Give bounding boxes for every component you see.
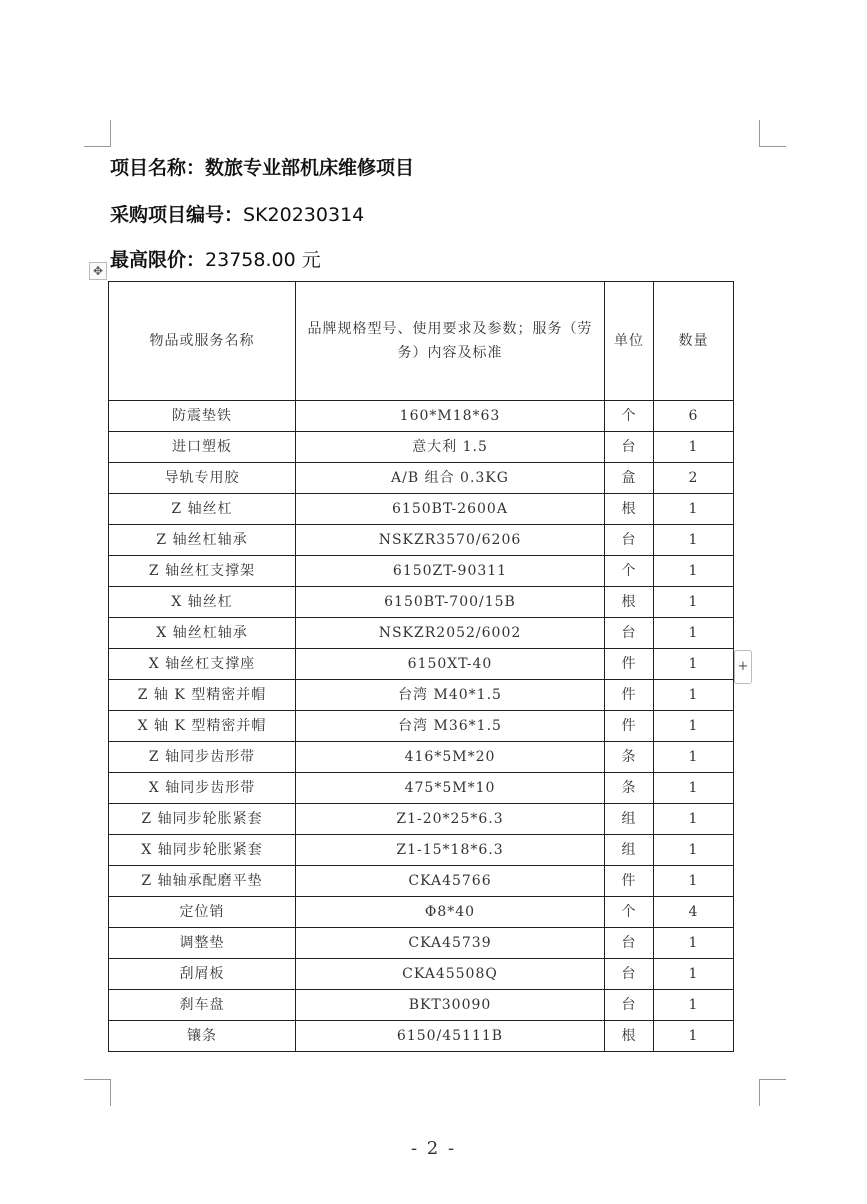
- table-row: [109, 463, 734, 494]
- unit-cell: 台: [605, 990, 654, 1021]
- item-name-cell: 导轨专用胶: [109, 463, 296, 494]
- unit-cell: 件: [605, 711, 654, 742]
- item-name-cell: 进口塑板: [109, 432, 296, 463]
- item-name-cell: Z 轴 K 型精密并帽: [109, 680, 296, 711]
- table-row: [109, 587, 734, 618]
- table-row: [109, 773, 734, 804]
- header-item-name: 物品或服务名称: [109, 282, 296, 401]
- spec-cell: CKA45739: [296, 928, 605, 959]
- table-row: [109, 711, 734, 742]
- unit-cell: 个: [605, 556, 654, 587]
- item-name-cell: 刹车盘: [109, 990, 296, 1021]
- item-name-cell: Z 轴丝杠轴承: [109, 525, 296, 556]
- unit-cell: 个: [605, 897, 654, 928]
- item-name-cell: X 轴同步轮胀紧套: [109, 835, 296, 866]
- project-name-line: [110, 153, 414, 180]
- quantity-cell: 1: [654, 556, 734, 587]
- spec-cell: NSKZR2052/6002: [296, 618, 605, 649]
- quantity-cell: 4: [654, 897, 734, 928]
- unit-cell: 根: [605, 587, 654, 618]
- item-name-cell: Z 轴同步齿形带: [109, 742, 296, 773]
- quantity-cell: 1: [654, 804, 734, 835]
- quantity-cell: 2: [654, 463, 734, 494]
- quantity-cell: 1: [654, 866, 734, 897]
- quantity-cell: 1: [654, 649, 734, 680]
- spec-cell: A/B 组合 0.3KG: [296, 463, 605, 494]
- spec-cell: NSKZR3570/6206: [296, 525, 605, 556]
- table-row: [109, 556, 734, 587]
- item-name-cell: X 轴 K 型精密并帽: [109, 711, 296, 742]
- items-table: [108, 281, 734, 1052]
- table-row: [109, 804, 734, 835]
- header-unit: 单位: [605, 282, 654, 401]
- header-quantity: 数量: [654, 282, 734, 401]
- spec-cell: 台湾 M36*1.5: [296, 711, 605, 742]
- spec-cell: 台湾 M40*1.5: [296, 680, 605, 711]
- spec-cell: 6150BT-2600A: [296, 494, 605, 525]
- item-name-cell: Z 轴丝杠支撑架: [109, 556, 296, 587]
- move-arrows-icon[interactable]: ✥: [89, 262, 107, 280]
- unit-cell: 个: [605, 401, 654, 432]
- table-row: [109, 525, 734, 556]
- table-row: [109, 680, 734, 711]
- unit-cell: 条: [605, 742, 654, 773]
- header-spec: 品牌规格型号、使用要求及参数；服务（劳务）内容及标准: [296, 282, 605, 401]
- page-number: - 2 -: [410, 1138, 457, 1159]
- item-name-cell: X 轴丝杠支撑座: [109, 649, 296, 680]
- spec-cell: 416*5M*20: [296, 742, 605, 773]
- table-row: [109, 959, 734, 990]
- item-name-cell: 刮屑板: [109, 959, 296, 990]
- item-name-cell: 定位销: [109, 897, 296, 928]
- crop-mark-top-right: [759, 120, 786, 147]
- quantity-cell: 1: [654, 525, 734, 556]
- unit-cell: 组: [605, 835, 654, 866]
- crop-mark-bottom-right: [759, 1079, 786, 1106]
- crop-mark-bottom-left: [84, 1079, 111, 1106]
- table-row: [109, 618, 734, 649]
- procurement-number-label: 采购项目编号：: [110, 204, 244, 226]
- item-name-cell: 镶条: [109, 1021, 296, 1052]
- table-row: [109, 990, 734, 1021]
- table-row: [109, 494, 734, 525]
- quantity-cell: 1: [654, 773, 734, 804]
- quantity-cell: 1: [654, 680, 734, 711]
- table-row: [109, 835, 734, 866]
- quantity-cell: 1: [654, 959, 734, 990]
- unit-cell: 台: [605, 432, 654, 463]
- table-row: [109, 649, 734, 680]
- spec-cell: 6150/45111B: [296, 1021, 605, 1052]
- item-name-cell: X 轴同步齿形带: [109, 773, 296, 804]
- table-row: [109, 742, 734, 773]
- spec-cell: BKT30090: [296, 990, 605, 1021]
- unit-cell: 件: [605, 866, 654, 897]
- unit-cell: 组: [605, 804, 654, 835]
- spec-cell: CKA45508Q: [296, 959, 605, 990]
- unit-cell: 条: [605, 773, 654, 804]
- unit-cell: 台: [605, 959, 654, 990]
- quantity-cell: 6: [654, 401, 734, 432]
- spec-cell: 160*M18*63: [296, 401, 605, 432]
- item-name-cell: X 轴丝杠轴承: [109, 618, 296, 649]
- spec-cell: 意大利 1.5: [296, 432, 605, 463]
- plus-icon[interactable]: +: [734, 650, 752, 684]
- table-row: [109, 897, 734, 928]
- spec-cell: 6150BT-700/15B: [296, 587, 605, 618]
- quantity-cell: 1: [654, 990, 734, 1021]
- spec-cell: Φ8*40: [296, 897, 605, 928]
- unit-cell: 盒: [605, 463, 654, 494]
- item-name-cell: 调整垫: [109, 928, 296, 959]
- table-row: [109, 432, 734, 463]
- unit-cell: 件: [605, 649, 654, 680]
- quantity-cell: 1: [654, 742, 734, 773]
- spec-cell: 6150ZT-90311: [296, 556, 605, 587]
- quantity-cell: 1: [654, 432, 734, 463]
- unit-cell: 根: [605, 494, 654, 525]
- table-row: [109, 928, 734, 959]
- table-header-row: [109, 282, 734, 401]
- project-name-value: 数旅专业部机床维修项目: [205, 157, 415, 179]
- unit-cell: 台: [605, 928, 654, 959]
- item-name-cell: Z 轴丝杠: [109, 494, 296, 525]
- quantity-cell: 1: [654, 928, 734, 959]
- item-name-cell: 防震垫铁: [109, 401, 296, 432]
- crop-mark-top-left: [84, 120, 111, 147]
- table-row: [109, 866, 734, 897]
- unit-cell: 台: [605, 618, 654, 649]
- table-body: [109, 401, 734, 1052]
- unit-cell: 根: [605, 1021, 654, 1052]
- table-row: [109, 1021, 734, 1052]
- max-price-line: [110, 245, 321, 272]
- spec-cell: Z1-20*25*6.3: [296, 804, 605, 835]
- quantity-cell: 1: [654, 618, 734, 649]
- procurement-number-line: [110, 200, 364, 227]
- quantity-cell: 1: [654, 1021, 734, 1052]
- spec-cell: Z1-15*18*6.3: [296, 835, 605, 866]
- item-name-cell: Z 轴同步轮胀紧套: [109, 804, 296, 835]
- spec-cell: 6150XT-40: [296, 649, 605, 680]
- quantity-cell: 1: [654, 587, 734, 618]
- quantity-cell: 1: [654, 711, 734, 742]
- table-row: [109, 401, 734, 432]
- unit-cell: 台: [605, 525, 654, 556]
- procurement-number-value: SK20230314: [243, 204, 365, 226]
- quantity-cell: 1: [654, 494, 734, 525]
- project-name-label: 项目名称：: [110, 157, 206, 179]
- quantity-cell: 1: [654, 835, 734, 866]
- spec-cell: 475*5M*10: [296, 773, 605, 804]
- max-price-value: 23758.00 元: [205, 249, 321, 271]
- max-price-label: 最高限价：: [110, 249, 206, 271]
- item-name-cell: X 轴丝杠: [109, 587, 296, 618]
- item-name-cell: Z 轴轴承配磨平垫: [109, 866, 296, 897]
- unit-cell: 件: [605, 680, 654, 711]
- spec-cell: CKA45766: [296, 866, 605, 897]
